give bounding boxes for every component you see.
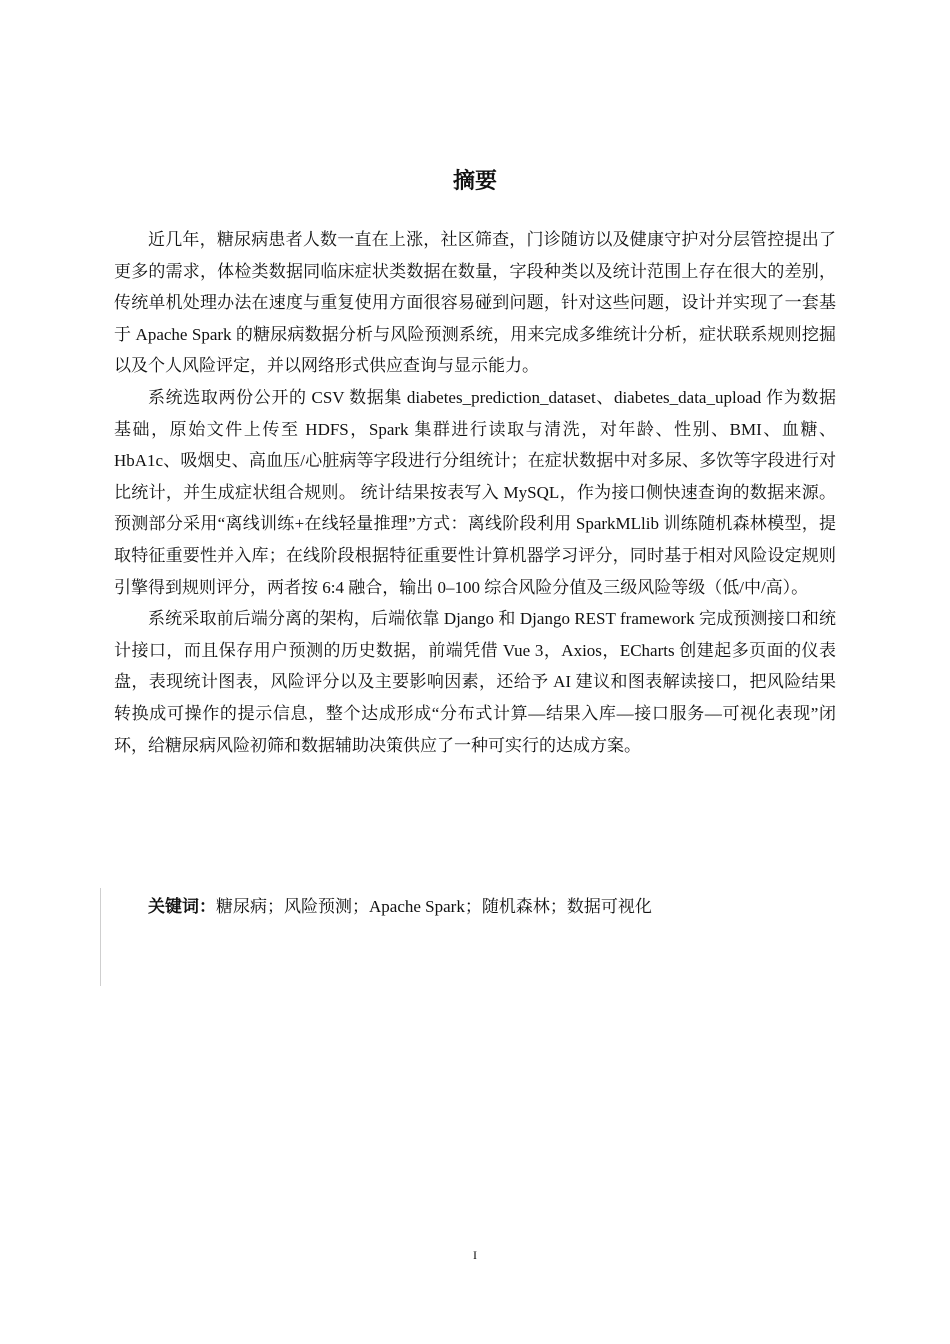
margin-rule — [100, 888, 101, 986]
keywords-text: 糖尿病；风险预测；Apache Spark；随机森林；数据可视化 — [216, 897, 652, 916]
keywords-line — [148, 892, 838, 922]
abstract-paragraph-1: 近几年，糖尿病患者人数一直在上涨，社区筛查，门诊随访以及健康守护对分层管控提出了更多的需求，体检类数据同临床症状类数据在数量，字段种类以及统计范围上存在很大的差别，传统单机处理办法在速度与重复使用方面很容易碰到问题，针对这些问题，设计并实现了一套基于 Apache Spark 的糖尿病数据分析与风险预测系统，用来完成多维统计分析，症状联系规则挖掘以及个人风险评定，并以网络形式供应查询与显示能力。 — [114, 230, 836, 376]
page-number: I — [473, 1248, 477, 1262]
abstract-paragraph-3: 系统采取前后端分离的架构，后端依靠 Django 和 Django REST framework 完成预测接口和统计接口，而且保存用户预测的历史数据，前端凭借 Vue 3，Axios，ECharts 创建起多页面的仪表盘，表现统计图表，风险评分以及主要影响因素，还给予 AI 建议和图表解读接口，把风险结果转换成可操作的提示信息，整个达成形成“分布式计算—结果入库—接口服务—可视化表现”闭环，给糖尿病风险初筛和数据辅助决策供应了一种可实行的达成方案。 — [114, 609, 836, 755]
abstract-paragraph-2: 系统选取两份公开的 CSV 数据集 diabetes_prediction_dataset、diabetes_data_upload 作为数据基础，原始文件上传至 HDFS，Spark 集群进行读取与清洗，对年龄、性别、BMI、血糖、HbA1c、吸烟史、高血压/心脏病等字段进行分组统计；在症状数据中对多尿、多饮等字段进行对比统计，并生成症状组合规则。 统计结果按表写入 MySQL，作为接口侧快速查询的数据来源。预测部分采用“离线训练+在线轻量推理”方式：离线阶段利用 SparkMLlib 训练随机森林模型，提取特征重要性并入库；在线阶段根据特征重要性计算机器学习评分，同时基于相对风险设定规则引擎得到规则评分，两者按 6:4 融合，输出 0–100 综合风险分值及三级风险等级（低/中/高）。 — [114, 387, 836, 597]
abstract-title: 摘要 — [452, 169, 497, 194]
abstract-body — [114, 224, 836, 761]
keywords-label: 关键词： — [148, 897, 216, 917]
